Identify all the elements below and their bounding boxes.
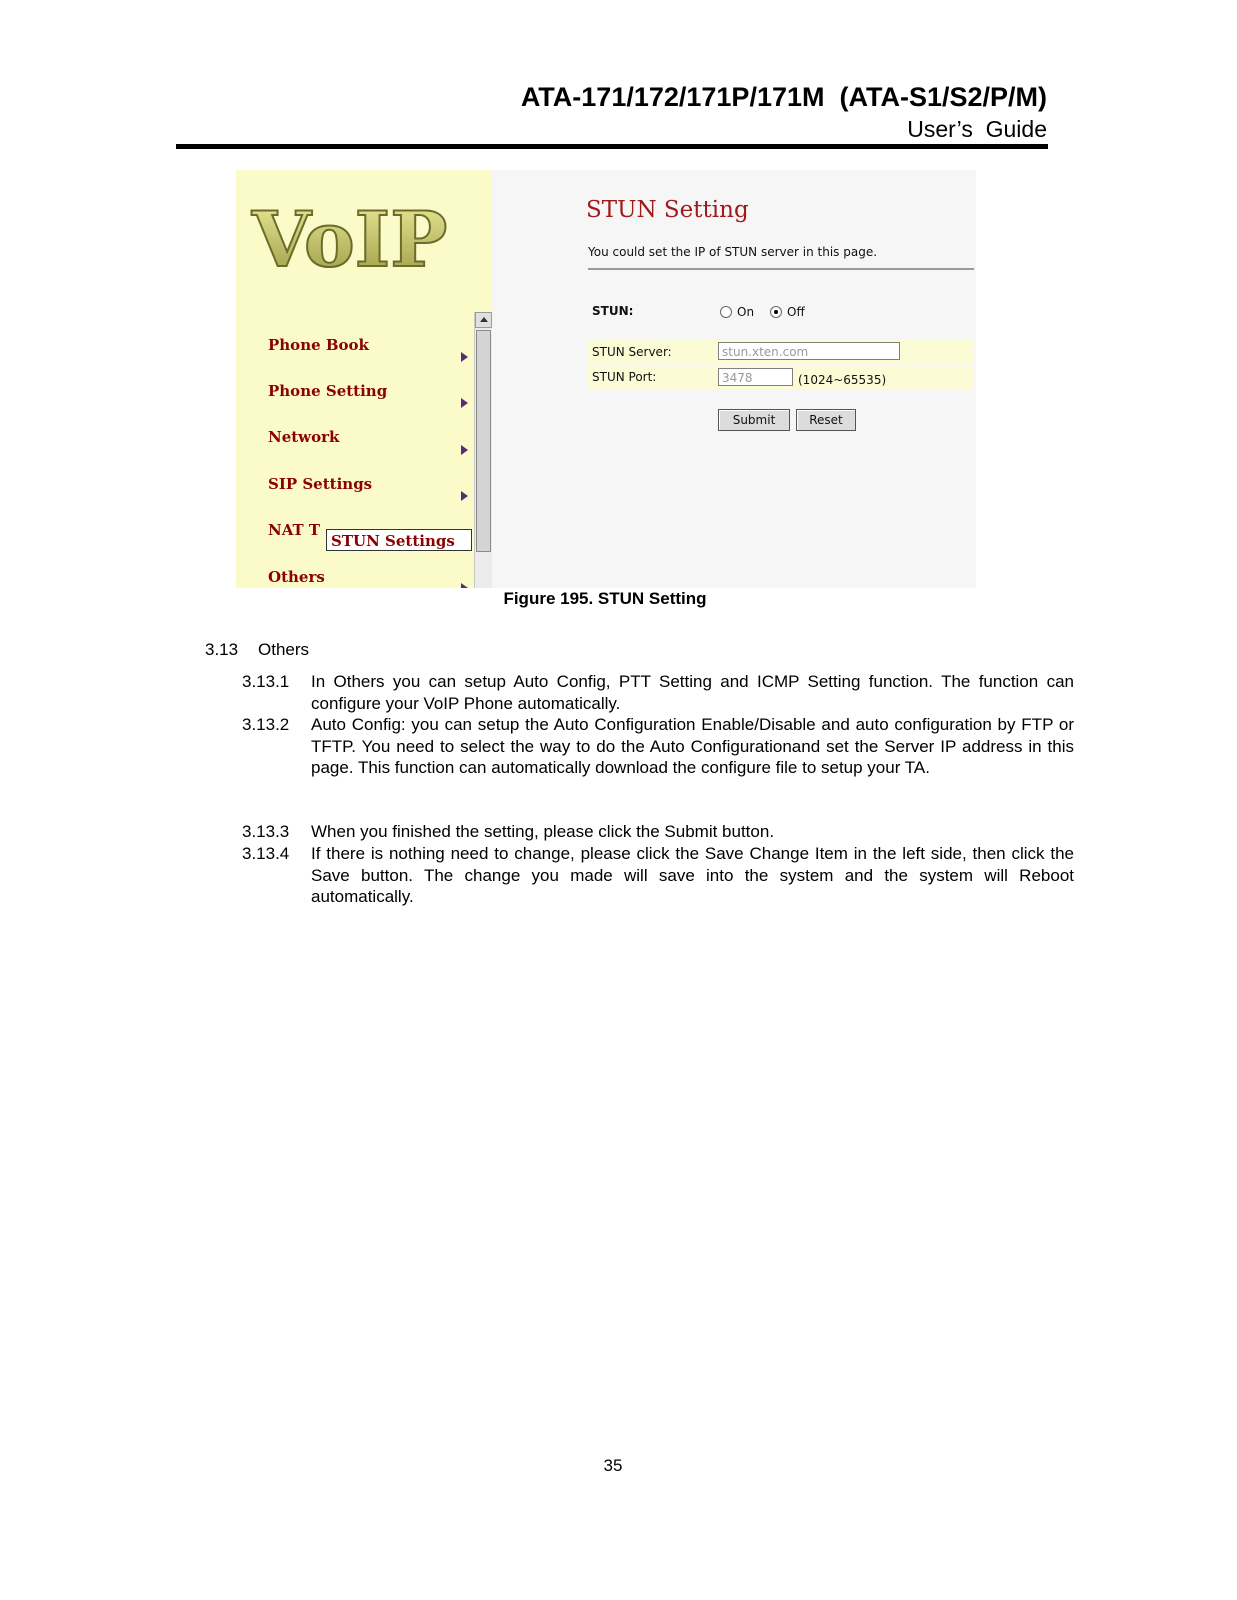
stun-port-label: STUN Port: (592, 370, 657, 384)
sidebar-item-phone-book[interactable]: Phone Book (268, 336, 369, 354)
list-item (242, 671, 1074, 714)
stun-divider (588, 268, 974, 270)
chevron-right-icon (461, 352, 468, 362)
list-item (242, 843, 1074, 908)
item-number: 3.13.4 (242, 844, 290, 863)
stun-server-label: STUN Server: (592, 345, 672, 359)
list-item (242, 821, 1074, 843)
chevron-right-icon (461, 491, 468, 501)
section-title: Others (258, 640, 310, 659)
item-text: If there is nothing need to change, please click the Save Change Item in the left side, then click the Save button. The change you made will save into the system and the system will Reboot automatically. (311, 844, 1074, 906)
item-number: 3.13.3 (242, 822, 290, 841)
item-text: Auto Config: you can setup the Auto Configuration Enable/Disable and auto configuration by FTP or TFTP. You need to select the way to do the Auto Configurationand set the Server IP address in this page. This function can automatically download the configure file to setup your TA. (311, 715, 1074, 777)
figure-caption: Figure 195. STUN Setting (503, 589, 707, 608)
scroll-thumb[interactable] (476, 330, 491, 552)
stun-label: STUN: (592, 304, 634, 318)
chevron-right-icon (461, 583, 468, 588)
stun-off-label: Off (787, 305, 805, 319)
stun-port-input[interactable]: 3478 (718, 368, 793, 386)
sidebar-scrollbar[interactable] (474, 312, 492, 588)
item-number: 3.13.1 (242, 672, 290, 691)
sidebar (236, 170, 492, 588)
sidebar-item-nat[interactable]: NAT T (268, 521, 321, 539)
reset-button[interactable]: Reset (796, 409, 856, 431)
scroll-up-button[interactable] (475, 312, 492, 328)
chevron-right-icon (461, 445, 468, 455)
item-text: When you finished the setting, please click the Submit button. (311, 822, 775, 841)
section-heading (205, 640, 309, 660)
item-number: 3.13.2 (242, 715, 290, 734)
sidebar-item-phone-setting[interactable]: Phone Setting (268, 382, 388, 400)
sidebar-item-sip-settings[interactable]: SIP Settings (268, 475, 373, 493)
item-text: In Others you can setup Auto Config, PTT Setting and ICMP Setting function. The function can configure your VoIP Phone automatically. (311, 672, 1074, 713)
chevron-right-icon (461, 398, 468, 408)
stun-server-input[interactable]: stun.xten.com (718, 342, 900, 360)
section-number: 3.13 (205, 640, 239, 659)
submenu-item-stun-settings[interactable]: STUN Settings (326, 529, 472, 551)
document-title: ATA-171/172/171P/171M (ATA-S1/S2/P/M) (520, 82, 1047, 112)
document-subtitle: User’s Guide (907, 116, 1047, 142)
header-divider (176, 144, 1048, 149)
stun-setting-panel (492, 170, 976, 588)
page-number: 35 (603, 1456, 623, 1475)
submit-button[interactable]: Submit (718, 409, 790, 431)
stun-on-label: On (737, 305, 755, 319)
list-item (242, 714, 1074, 779)
sidebar-item-network[interactable]: Network (268, 428, 340, 446)
logo-text: VoIP (252, 195, 448, 284)
stun-setting-title: STUN Setting (586, 197, 749, 223)
stun-off-radio[interactable] (770, 306, 782, 318)
sidebar-item-others[interactable]: Others (268, 568, 325, 586)
stun-port-range: (1024~65535) (798, 373, 887, 387)
stun-on-radio[interactable] (720, 306, 732, 318)
stun-setting-screenshot (236, 170, 976, 588)
stun-setting-description: You could set the IP of STUN server in this page. (588, 245, 878, 259)
voip-logo (246, 188, 476, 298)
